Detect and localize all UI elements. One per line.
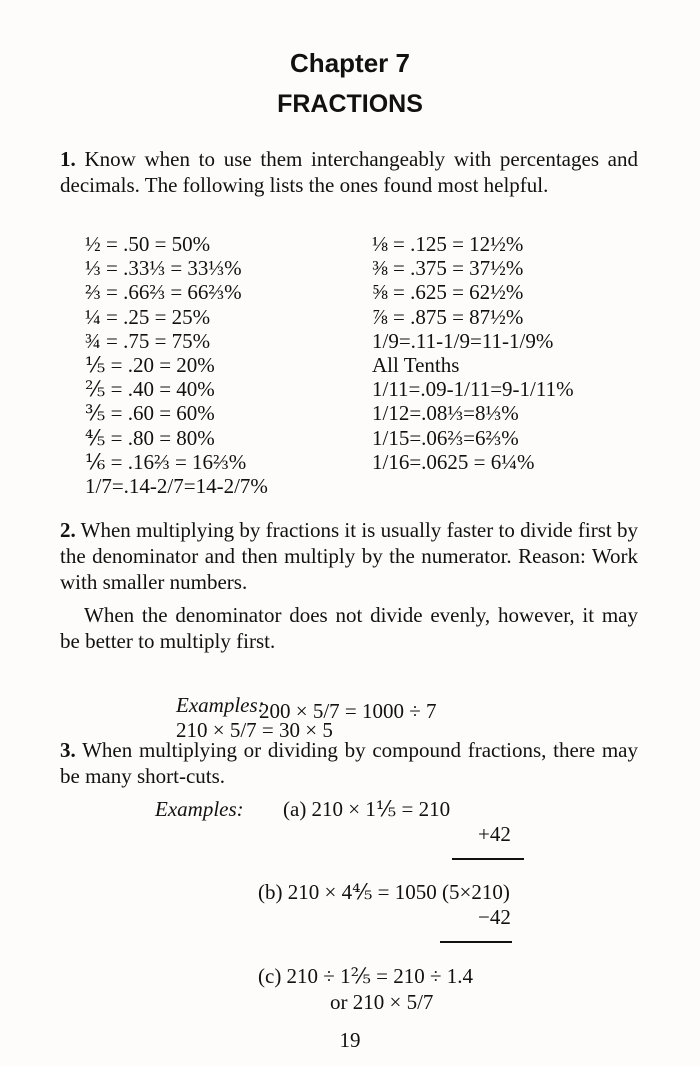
section-2-text: When multiplying by fractions it is usually faster to divide first by the denominator and then multiply by the numerator. Reason: Work with smaller numbers. [60,518,638,594]
fraction-row: ½ = .50 = 50% [85,232,211,256]
fraction-row: ⅘ = .80 = 80% [85,425,215,450]
example-a-line: (a) 210 × 1⅕ = 210 [283,797,451,821]
examples-label-2: Examples: [176,693,265,717]
page-number: 19 [339,1028,361,1052]
fraction-table-right [372,232,574,474]
fraction-row: ⅔ = .66⅔ = 66⅔% [85,280,242,305]
fraction-row: 1/7=.14-2/7=14-2/7% [85,474,268,499]
fraction-row: 1/16=.0625 = 6¼% [372,449,535,474]
section-3-paragraph [60,737,638,789]
section-2-paragraph-2: When the denominator does not divide evenly, however, it may be better to multiply first. [60,603,638,653]
fraction-row: ¾ = .75 = 75% [85,328,211,353]
section-2-number: 2. [60,518,76,542]
chapter-label: Chapter 7 [290,48,410,78]
fraction-row: 1/9=.11-1/9=11-1/9% [372,328,554,353]
section-1-text: Know when to use them interchangeably with percentages and decimals. The following lists the ones found most helpful. [60,147,639,197]
example-b-subtrahend: −42 [478,905,511,929]
example-b-line: (b) 210 × 4⅘ = 1050 (5×210) [258,880,510,904]
fraction-row: ⅖ = .40 = 40% [85,377,215,402]
fraction-row: All Tenths [372,353,460,378]
section-2-paragraph [60,517,638,595]
fraction-row: ⅕ = .20 = 20% [85,353,215,378]
fraction-row: ⅓ = .33⅓ = 33⅓% [85,256,242,281]
example-a-addend: +42 [478,822,511,846]
chapter-title: FRACTIONS [277,90,423,118]
fraction-row: ⅙ = .16⅔ = 16⅔% [85,449,247,474]
section-1-number: 1. [60,147,76,171]
example-2-line-2: 200 × 5/7 = 1000 ÷ 7 [259,699,437,723]
sum-rule-a [452,858,524,860]
fraction-row: ⅗ = .60 = 60% [85,401,215,426]
sum-rule-b [440,941,512,943]
fraction-row: ⅝ = .625 = 62½% [372,280,524,305]
examples-label-3: Examples: [155,797,244,821]
fraction-row: 1/15=.06⅔=6⅔% [372,425,519,450]
fraction-row: ⅜ = .375 = 37½% [372,256,524,281]
example-c-line: (c) 210 ÷ 1⅖ = 210 ÷ 1.4 [258,964,474,988]
section-3-number: 3. [60,738,76,762]
section-3-text: When multiplying or dividing by compound fractions, there may be many short-cuts. [60,738,638,788]
fraction-row: 1/11=.09-1/11=9-1/11% [372,377,574,402]
example-c-line-2: or 210 × 5/7 [330,990,434,1014]
section-1-paragraph [60,146,638,198]
fraction-row: 1/12=.08⅓=8⅓% [372,401,519,426]
example-2-line-1: 210 × 5/7 = 30 × 5 [176,718,333,742]
fraction-row: ¼ = .25 = 25% [85,304,211,329]
fraction-table-left [85,232,268,498]
fraction-row: ⅞ = .875 = 87½% [372,304,524,329]
fraction-row: ⅛ = .125 = 12½% [372,232,524,256]
